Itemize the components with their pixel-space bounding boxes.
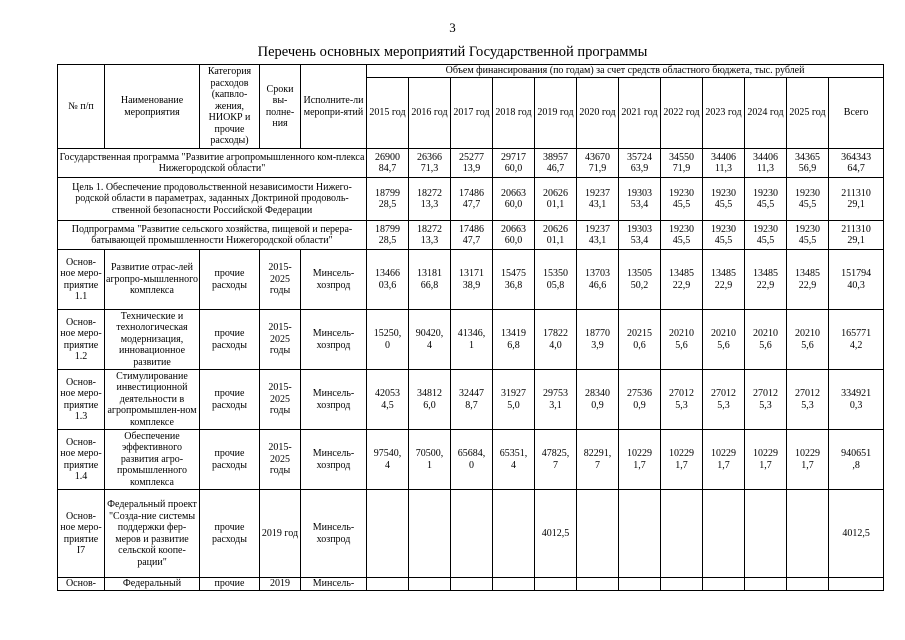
header-name: Наименование мероприятия xyxy=(105,65,200,149)
activity-category: прочие расходы xyxy=(200,250,260,310)
funding-value: 82291, 7 xyxy=(577,430,619,490)
header-year: 2021 год xyxy=(619,78,661,149)
funding-value: 20663 60,0 xyxy=(493,178,535,221)
funding-value: 25277 13,9 xyxy=(451,149,493,178)
funding-value xyxy=(829,578,884,591)
funding-value: 47825, 7 xyxy=(535,430,577,490)
funding-value: 65684, 0 xyxy=(451,430,493,490)
funding-value: 26366 71,3 xyxy=(409,149,451,178)
funding-value xyxy=(661,578,703,591)
funding-value xyxy=(745,578,787,591)
funding-value: 13485 22,9 xyxy=(787,250,829,310)
funding-value: 10229 1,7 xyxy=(619,430,661,490)
summary-row-label: Цель 1. Обеспечение продовольственной независимости Нижего-родской области в параметрах, заданных Доктриной продоволь-ственной безопасности Российской Федерации xyxy=(58,178,367,221)
funding-value: 19237 43,1 xyxy=(577,221,619,250)
header-funding: Объем финансирования (по годам) за счет средств областного бюджета, тыс. рублей xyxy=(367,65,884,78)
summary-row xyxy=(58,149,884,178)
activity-name: Федеральный xyxy=(105,578,200,591)
funding-value xyxy=(703,578,745,591)
funding-value: 20210 5,6 xyxy=(787,310,829,370)
funding-value: 20210 5,6 xyxy=(661,310,703,370)
funding-value: 43670 71,9 xyxy=(577,149,619,178)
funding-value: 26900 84,7 xyxy=(367,149,409,178)
activity-executor: Минсель- xyxy=(301,578,367,591)
funding-value: 19303 53,4 xyxy=(619,178,661,221)
funding-value: 18799 28,5 xyxy=(367,178,409,221)
funding-value: 19303 53,4 xyxy=(619,221,661,250)
funding-value: 20210 5,6 xyxy=(703,310,745,370)
funding-value xyxy=(577,490,619,578)
funding-value: 165771 4,2 xyxy=(829,310,884,370)
funding-value xyxy=(367,490,409,578)
activity-row xyxy=(58,310,884,370)
funding-value: 32447 8,7 xyxy=(451,370,493,430)
funding-value: 97540, 4 xyxy=(367,430,409,490)
funding-value: 15350 05,8 xyxy=(535,250,577,310)
activity-number: Основ-ное меро-приятие I7 xyxy=(58,490,105,578)
funding-value: 13505 50,2 xyxy=(619,250,661,310)
funding-value xyxy=(661,490,703,578)
header-total: Всего xyxy=(829,78,884,149)
activity-row xyxy=(58,578,884,591)
funding-value xyxy=(409,490,451,578)
funding-value: 29753 3,1 xyxy=(535,370,577,430)
funding-value: 19230 45,5 xyxy=(745,178,787,221)
summary-row-label: Государственная программа "Развитие агропромышленного ком-плекса Нижегородской области" xyxy=(58,149,367,178)
funding-value xyxy=(493,490,535,578)
header-year: 2016 год xyxy=(409,78,451,149)
funding-value: 15475 36,8 xyxy=(493,250,535,310)
funding-value: 15250, 0 xyxy=(367,310,409,370)
activity-executor: Минсель-хозпрод xyxy=(301,490,367,578)
funding-value: 364343 64,7 xyxy=(829,149,884,178)
funding-value: 13181 66,8 xyxy=(409,250,451,310)
header-year: 2020 год xyxy=(577,78,619,149)
funding-value: 31927 5,0 xyxy=(493,370,535,430)
page-number: 3 xyxy=(449,20,456,35)
activity-terms: 2015-2025 годы xyxy=(260,310,301,370)
funding-value: 19230 45,5 xyxy=(787,221,829,250)
funding-value: 10229 1,7 xyxy=(703,430,745,490)
funding-value: 18770 3,9 xyxy=(577,310,619,370)
activity-row xyxy=(58,490,884,578)
funding-value: 29717 60,0 xyxy=(493,149,535,178)
document-title: Перечень основных мероприятий Государственной программы xyxy=(257,44,648,60)
funding-value: 20210 5,6 xyxy=(745,310,787,370)
funding-value: 42053 4,5 xyxy=(367,370,409,430)
funding-value: 20626 01,1 xyxy=(535,221,577,250)
activity-terms: 2019 xyxy=(260,578,301,591)
funding-value xyxy=(619,578,661,591)
funding-value: 27012 5,3 xyxy=(661,370,703,430)
funding-value xyxy=(367,578,409,591)
activity-terms: 2015-2025 годы xyxy=(260,430,301,490)
header-num: № п/п xyxy=(58,65,105,149)
header-year: 2015 год xyxy=(367,78,409,149)
activity-category: прочие xyxy=(200,578,260,591)
header-year: 2019 год xyxy=(535,78,577,149)
activity-category: прочие расходы xyxy=(200,310,260,370)
funding-value: 940651 ,8 xyxy=(829,430,884,490)
funding-value xyxy=(787,490,829,578)
funding-value: 35724 63,9 xyxy=(619,149,661,178)
funding-value: 211310 29,1 xyxy=(829,178,884,221)
funding-value: 211310 29,1 xyxy=(829,221,884,250)
activity-category: прочие расходы xyxy=(200,430,260,490)
funding-value: 34812 6,0 xyxy=(409,370,451,430)
header-year: 2017 год xyxy=(451,78,493,149)
header-year: 2023 год xyxy=(703,78,745,149)
program-activities-table xyxy=(57,64,884,591)
funding-value: 19237 43,1 xyxy=(577,178,619,221)
funding-value: 17486 47,7 xyxy=(451,178,493,221)
funding-value: 4012,5 xyxy=(829,490,884,578)
funding-value: 70500, 1 xyxy=(409,430,451,490)
header-year: 2022 год xyxy=(661,78,703,149)
activity-row xyxy=(58,250,884,310)
funding-value xyxy=(745,490,787,578)
activity-number: Основ-ное меро-приятие 1.4 xyxy=(58,430,105,490)
activity-name: Технические и технологическая модернизация, инновационное развитие xyxy=(105,310,200,370)
activity-number: Основ-ное меро-приятие 1.3 xyxy=(58,370,105,430)
header-executors: Исполните-ли меропри-ятий xyxy=(301,65,367,149)
funding-value: 65351, 4 xyxy=(493,430,535,490)
funding-value: 13703 46,6 xyxy=(577,250,619,310)
activity-name: Стимулирование инвестиционной деятельности в агропромышлен-ном комплексе xyxy=(105,370,200,430)
summary-row-label: Подпрограмма "Развитие сельского хозяйства, пищевой и перера-батывающей промышленности Нижегородской области" xyxy=(58,221,367,250)
funding-value: 34365 56,9 xyxy=(787,149,829,178)
header-category: Категория расходов (капвло-жения, НИОКР и прочие расходы) xyxy=(200,65,260,149)
funding-value: 20663 60,0 xyxy=(493,221,535,250)
funding-value: 13466 03,6 xyxy=(367,250,409,310)
funding-value: 41346, 1 xyxy=(451,310,493,370)
funding-value: 334921 0,3 xyxy=(829,370,884,430)
activity-name: Обеспечение эффективного развития агро-промышленного комплекса xyxy=(105,430,200,490)
funding-value: 17822 4,0 xyxy=(535,310,577,370)
funding-value: 18272 13,3 xyxy=(409,221,451,250)
funding-value: 19230 45,5 xyxy=(661,178,703,221)
activity-name: Развитие отрас-лей агропро-мышленного комплекса xyxy=(105,250,200,310)
activity-terms: 2019 год xyxy=(260,490,301,578)
funding-value: 20215 0,6 xyxy=(619,310,661,370)
funding-value: 38957 46,7 xyxy=(535,149,577,178)
activity-executor: Минсель-хозпрод xyxy=(301,370,367,430)
funding-value xyxy=(787,578,829,591)
funding-value: 13485 22,9 xyxy=(745,250,787,310)
funding-value: 34406 11,3 xyxy=(745,149,787,178)
activity-category: прочие расходы xyxy=(200,490,260,578)
header-terms: Сроки вы-полне-ния xyxy=(260,65,301,149)
funding-value xyxy=(493,578,535,591)
funding-value: 27536 0,9 xyxy=(619,370,661,430)
activity-row xyxy=(58,430,884,490)
summary-row xyxy=(58,221,884,250)
funding-value: 27012 5,3 xyxy=(745,370,787,430)
activity-number: Основ-ное меро-приятие 1.1 xyxy=(58,250,105,310)
funding-value: 13419 6,8 xyxy=(493,310,535,370)
funding-value: 19230 45,5 xyxy=(787,178,829,221)
funding-value: 34406 11,3 xyxy=(703,149,745,178)
activity-name: Федеральный проект "Созда-ние системы поддержки фер-меров и развитие сельской коопе-рации" xyxy=(105,490,200,578)
funding-value: 27012 5,3 xyxy=(787,370,829,430)
activity-terms: 2015-2025 годы xyxy=(260,370,301,430)
activity-executor: Минсель-хозпрод xyxy=(301,310,367,370)
funding-value xyxy=(451,490,493,578)
funding-value: 18799 28,5 xyxy=(367,221,409,250)
funding-value: 10229 1,7 xyxy=(661,430,703,490)
funding-value xyxy=(409,578,451,591)
funding-value: 13171 38,9 xyxy=(451,250,493,310)
funding-value: 17486 47,7 xyxy=(451,221,493,250)
activity-executor: Минсель-хозпрод xyxy=(301,430,367,490)
funding-value: 20626 01,1 xyxy=(535,178,577,221)
activity-terms: 2015-2025 годы xyxy=(260,250,301,310)
funding-value: 19230 45,5 xyxy=(745,221,787,250)
funding-value: 18272 13,3 xyxy=(409,178,451,221)
funding-value: 27012 5,3 xyxy=(703,370,745,430)
funding-value: 19230 45,5 xyxy=(703,221,745,250)
funding-value: 13485 22,9 xyxy=(661,250,703,310)
funding-value: 10229 1,7 xyxy=(745,430,787,490)
summary-row xyxy=(58,178,884,221)
activity-row xyxy=(58,370,884,430)
activity-executor: Минсель-хозпрод xyxy=(301,250,367,310)
funding-value xyxy=(619,490,661,578)
funding-value: 4012,5 xyxy=(535,490,577,578)
activity-number: Основ-ное меро-приятие 1.2 xyxy=(58,310,105,370)
funding-value: 34550 71,9 xyxy=(661,149,703,178)
funding-value: 28340 0,9 xyxy=(577,370,619,430)
header-year: 2024 год xyxy=(745,78,787,149)
funding-value xyxy=(535,578,577,591)
funding-value xyxy=(703,490,745,578)
funding-value: 13485 22,9 xyxy=(703,250,745,310)
funding-value xyxy=(577,578,619,591)
funding-value: 10229 1,7 xyxy=(787,430,829,490)
funding-value: 19230 45,5 xyxy=(661,221,703,250)
activity-category: прочие расходы xyxy=(200,370,260,430)
funding-value: 151794 40,3 xyxy=(829,250,884,310)
funding-value: 19230 45,5 xyxy=(703,178,745,221)
activity-number: Основ- xyxy=(58,578,105,591)
funding-value: 90420, 4 xyxy=(409,310,451,370)
header-year: 2018 год xyxy=(493,78,535,149)
header-year: 2025 год xyxy=(787,78,829,149)
funding-value xyxy=(451,578,493,591)
